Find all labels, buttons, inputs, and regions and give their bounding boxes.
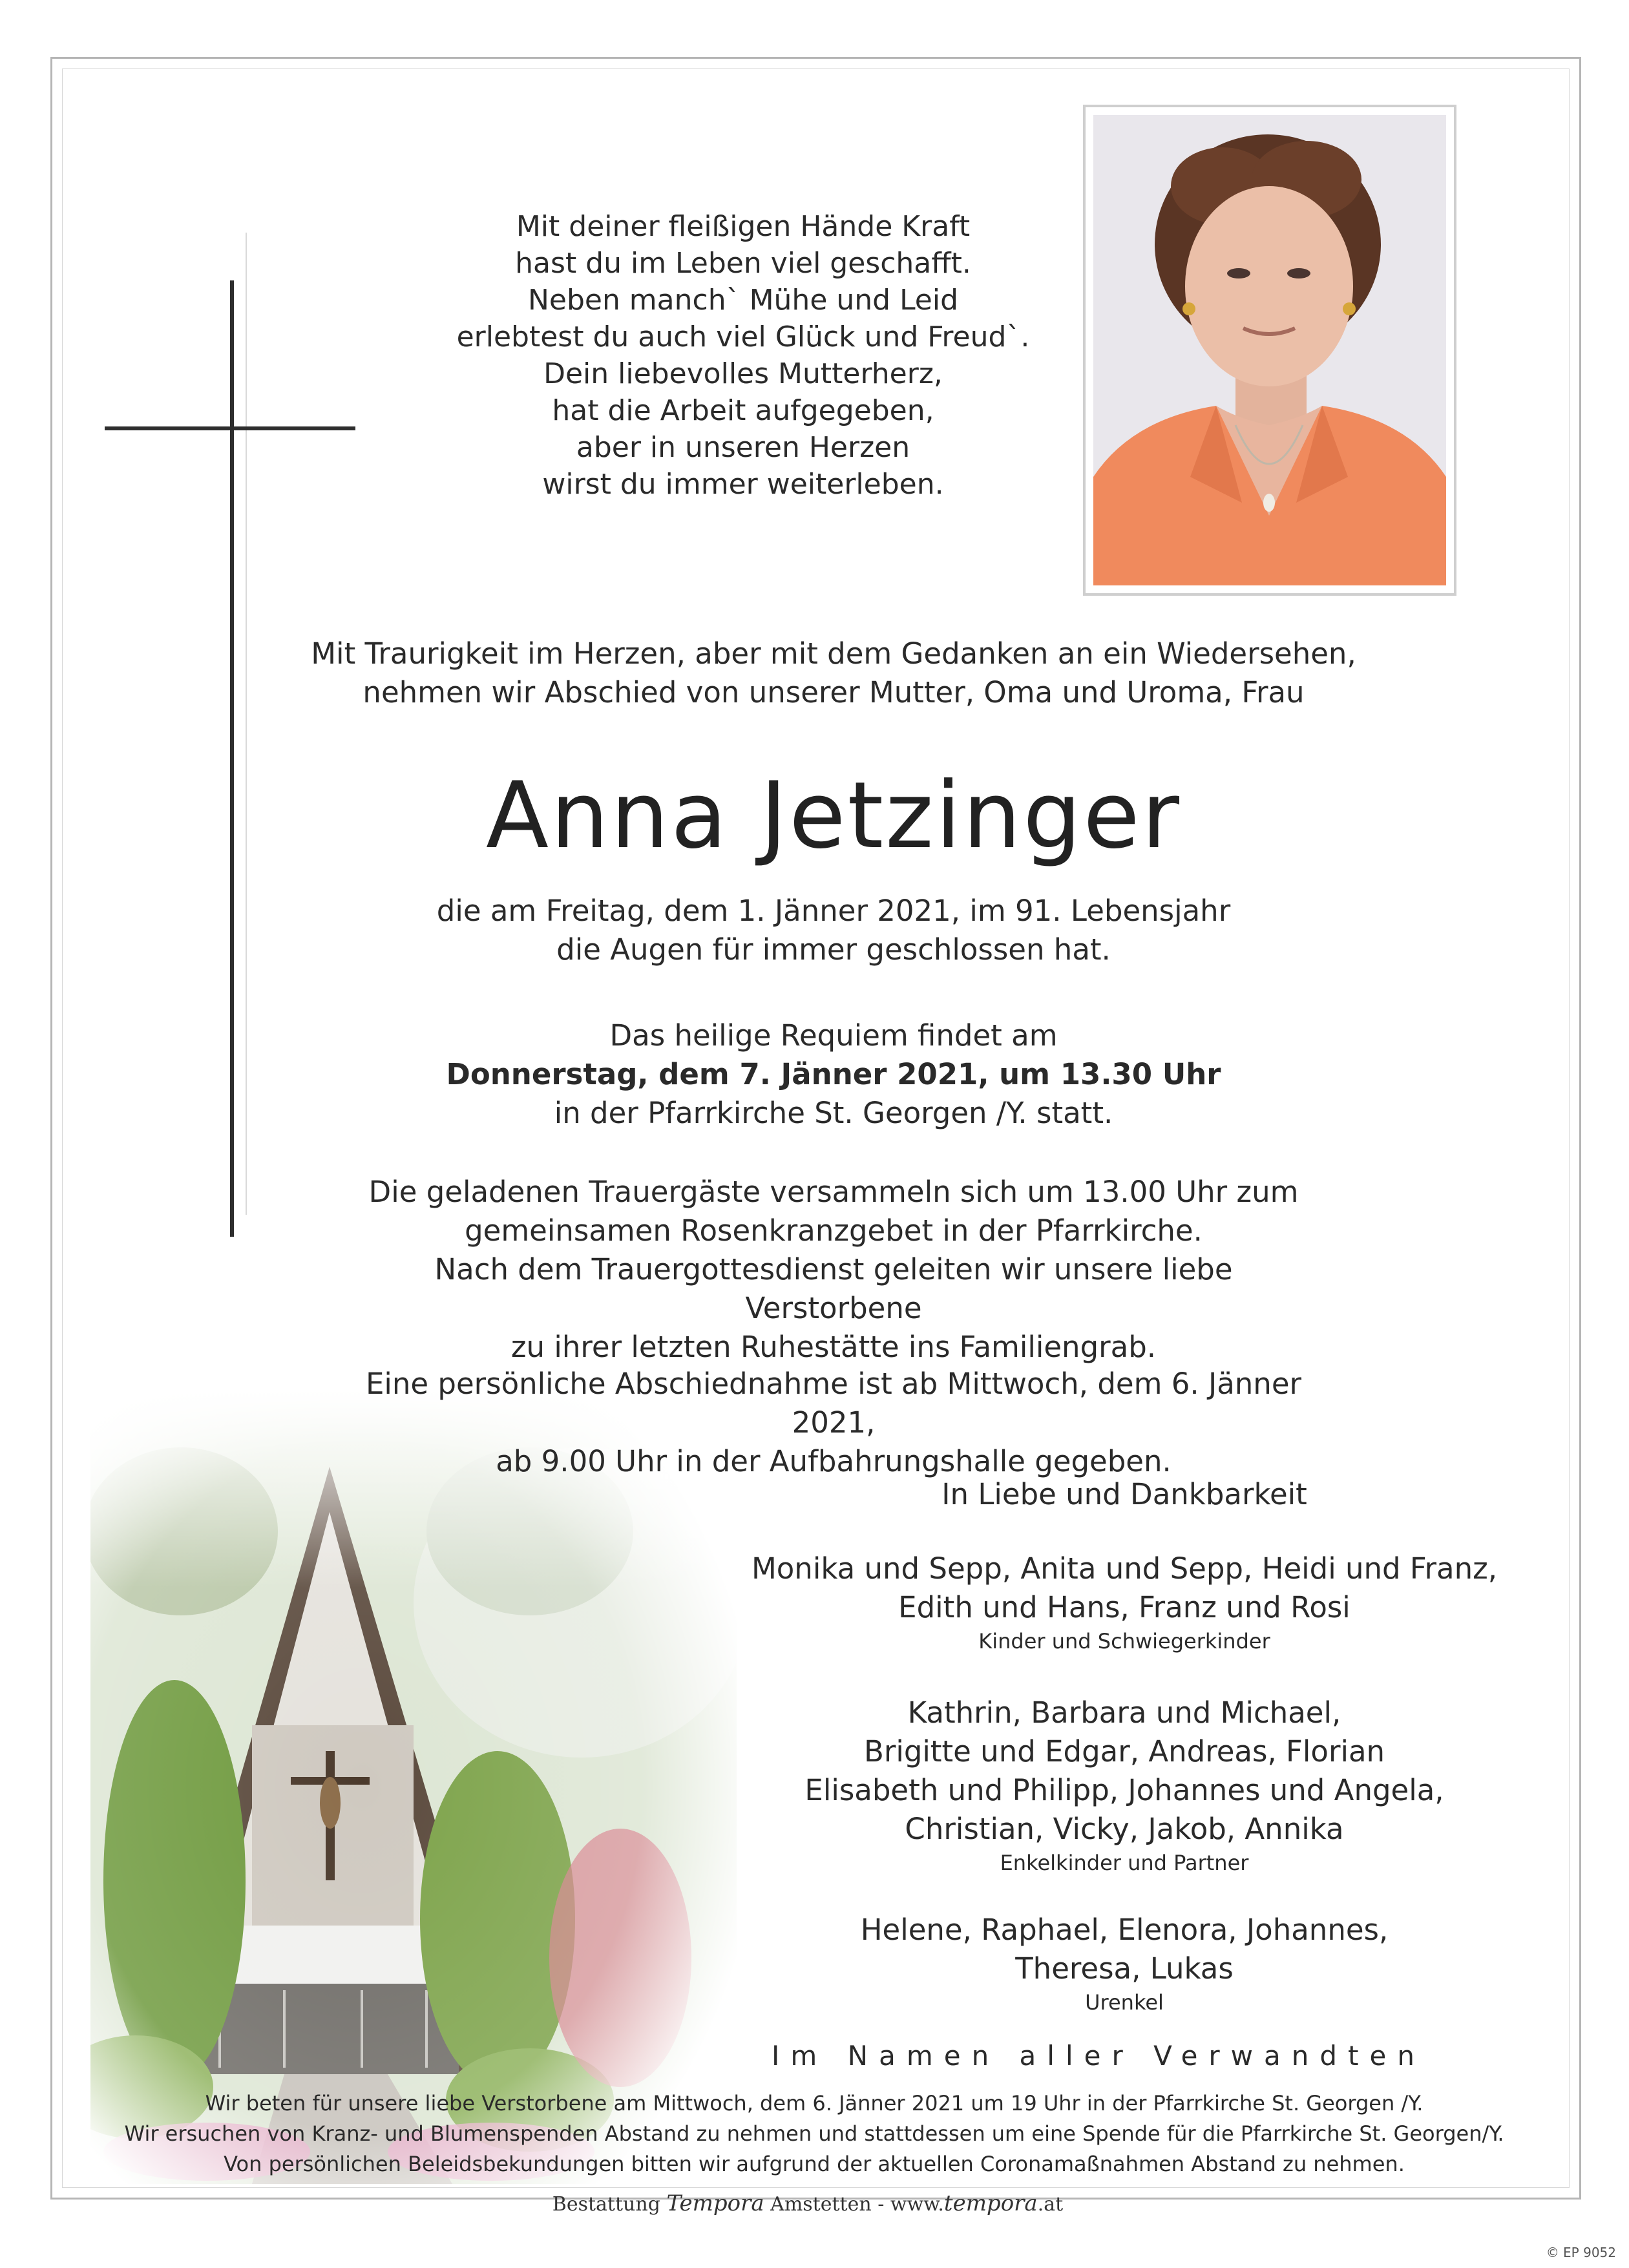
requiem-date: Donnerstag, dem 7. Jänner 2021, um 13.30 Uhr <box>446 1057 1221 1091</box>
funeral-home-credit <box>517 2190 1098 2218</box>
death-notice <box>323 892 1344 969</box>
viewing-info <box>362 1365 1305 1481</box>
poem-line: Neben manch` Mühe und Leid <box>527 284 959 317</box>
brand-city: Amstetten - www. <box>770 2193 944 2216</box>
family-names: Theresa, Lukas <box>1015 1951 1234 1986</box>
poem <box>394 208 1092 503</box>
family-names: Brigitte und Edgar, Andreas, Florian <box>863 1734 1385 1769</box>
requiem-line: Das heilige Requiem findet am <box>609 1018 1058 1053</box>
poem-line: Dein liebevolles Mutterherz, <box>543 357 943 390</box>
viewing-line: Eine persönliche Abschiednahme ist ab Mittwoch, dem 6. Jänner 2021, <box>365 1367 1302 1440</box>
family-names: Helene, Raphael, Elenora, Johannes, <box>860 1913 1389 1947</box>
gathering-line: Die geladenen Trauergäste versammeln sich um 13.00 Uhr zum <box>368 1175 1299 1209</box>
copyright-notice: © EP 9052 <box>1546 2245 1616 2260</box>
intro <box>258 635 1409 712</box>
viewing-line: ab 9.00 Uhr in der Aufbahrungshalle gegeben. <box>496 1444 1172 1478</box>
cross-vertical-bar <box>230 280 234 1237</box>
family-names: Elisabeth und Philipp, Johannes und Angela, <box>804 1773 1444 1807</box>
family-names: Christian, Vicky, Jakob, Annika <box>905 1812 1344 1846</box>
brand-suffix: .at <box>1037 2193 1064 2216</box>
gathering-line: Nach dem Trauergottesdienst geleiten wir unsere liebe Verstorbene <box>434 1252 1233 1325</box>
deceased-name: Anna Jetzinger <box>485 762 1182 869</box>
brand-prefix: Bestattung <box>552 2193 660 2216</box>
portrait-frame <box>1083 105 1456 596</box>
family-group-great-grandchildren <box>704 1911 1544 2017</box>
chapel-image <box>90 1389 737 2184</box>
poem-line: hast du im Leben viel geschafft. <box>515 247 971 280</box>
family-names: Monika und Sepp, Anita und Sepp, Heidi und Franz, <box>751 1551 1498 1586</box>
brand-domain: tempora <box>943 2190 1038 2216</box>
intro-line: Mit Traurigkeit im Herzen, aber mit dem Gedanken an ein Wiedersehen, <box>311 636 1356 671</box>
gathering-line: zu ihrer letzten Ruhestätte ins Familiengrab. <box>510 1330 1157 1364</box>
family-names: Edith und Hans, Franz und Rosi <box>898 1590 1350 1624</box>
cross-shadow <box>246 233 247 1215</box>
family-relation: Enkelkinder und Partner <box>1000 1851 1249 1875</box>
footer-notes <box>78 2088 1551 2179</box>
family-relation: Urenkel <box>1085 1990 1164 2015</box>
requiem-line: in der Pfarrkirche St. Georgen /Y. statt. <box>554 1096 1113 1130</box>
gathering-info <box>362 1173 1305 1367</box>
on-behalf-line: Im Namen aller Verwandten <box>772 2040 1425 2072</box>
gathering-line: gemeinsamen Rosenkranzgebet in der Pfarrkirche. <box>465 1213 1203 1248</box>
family-relation: Kinder und Schwiegerkinder <box>978 1629 1270 1654</box>
cross-horizontal-bar <box>105 426 355 430</box>
poem-line: wirst du immer weiterleben. <box>542 468 944 501</box>
family-group-children <box>704 1549 1544 1655</box>
family-group-grandchildren <box>704 1694 1544 1877</box>
family-names: Kathrin, Barbara und Michael, <box>907 1696 1341 1730</box>
footer-line: Wir ersuchen von Kranz- und Blumenspenden Abstand zu nehmen und stattdessen um eine Spende für die Pfarrkirche St. Georgen/Y. <box>124 2121 1504 2146</box>
portrait-photo <box>1093 115 1446 585</box>
poem-line: aber in unseren Herzen <box>576 431 910 464</box>
footer-line: Von persönlichen Beleidsbekundungen bitten wir aufgrund der aktuellen Coronamaßnahmen Abstand zu nehmen. <box>224 2152 1405 2176</box>
footer-line: Wir beten für unsere liebe Verstorbene am Mittwoch, dem 6. Jänner 2021 um 19 Uhr in der Pfarrkirche St. Georgen /Y. <box>205 2091 1424 2116</box>
death-line: die am Freitag, dem 1. Jänner 2021, im 91. Lebensjahr <box>436 894 1231 928</box>
poem-line: erlebtest du auch viel Glück und Freud`. <box>456 320 1030 353</box>
closing-phrase: In Liebe und Dankbarkeit <box>941 1477 1307 1511</box>
poem-line: Mit deiner fleißigen Hände Kraft <box>516 210 971 243</box>
brand-logo-text: Tempora <box>666 2190 764 2216</box>
poem-line: hat die Arbeit aufgegeben, <box>552 394 934 427</box>
requiem <box>323 1016 1344 1133</box>
death-line: die Augen für immer geschlossen hat. <box>556 932 1111 967</box>
intro-line: nehmen wir Abschied von unserer Mutter, Oma und Uroma, Frau <box>363 675 1305 709</box>
